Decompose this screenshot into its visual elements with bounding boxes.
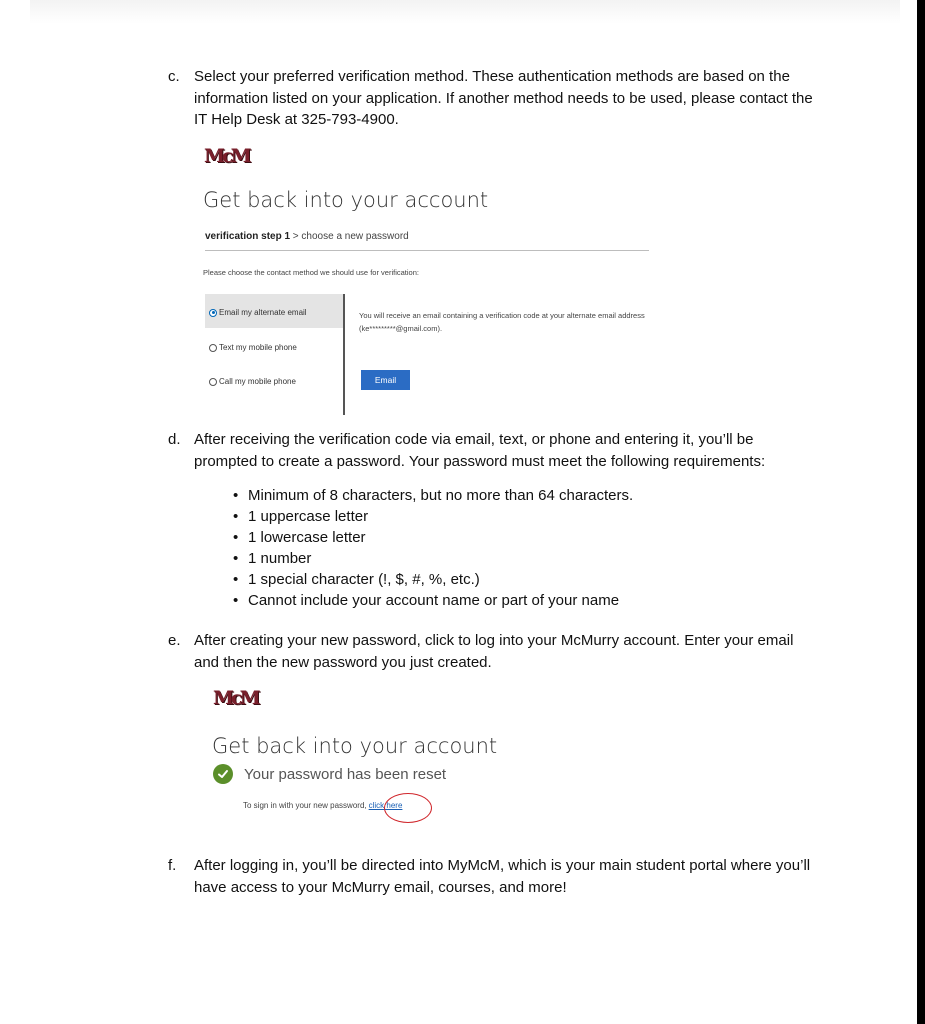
list-item: • Cannot include your account name or part of your name	[233, 590, 633, 611]
list-item: • 1 uppercase letter	[233, 506, 633, 527]
mcm-logo: McM	[204, 145, 249, 167]
step-c	[168, 66, 818, 131]
breadcrumb-divider	[205, 250, 649, 251]
mcm-logo: McM	[213, 687, 258, 709]
list-item: • 1 special character (!, $, #, %, etc.)	[233, 569, 633, 590]
option-label: Email my alternate email	[219, 308, 307, 317]
step-d-letter: d.	[168, 431, 181, 448]
step-e-letter: e.	[168, 632, 181, 649]
option-email-alternate[interactable]	[209, 308, 307, 317]
radio-icon[interactable]	[209, 378, 217, 386]
step-f-text: After logging in, you’ll be directed into MyMcM, which is your main student portal where you’ll have access to your McMurry email, courses, and more!	[194, 857, 811, 896]
click-here-link[interactable]: click here	[368, 801, 403, 810]
signin-text: To sign in with your new password,	[243, 801, 367, 810]
step-e-text: After creating your new password, click to log into your McMurry account. Enter your email and then the new password you just created.	[194, 632, 794, 671]
options-divider	[343, 294, 345, 415]
reset-message: Your password has been reset	[244, 765, 447, 783]
breadcrumb	[205, 231, 409, 242]
page-top-shade	[30, 0, 900, 24]
step-e	[168, 630, 818, 673]
list-item: • 1 lowercase letter	[233, 527, 633, 548]
breadcrumb-step: verification step 1	[205, 231, 291, 242]
option-label: Text my mobile phone	[219, 343, 297, 352]
step-c-text: Select your preferred verification method. These authentication methods are based on the information listed on your application. If another method needs to be used, please contact the IT Help Desk at 325-793-4900.	[194, 68, 813, 128]
signin-instruction	[243, 801, 402, 810]
step-c-letter: c.	[168, 68, 180, 85]
step-d-text: After receiving the verification code via email, text, or phone and entering it, you’ll be prompted to create a password. Your password must meet the following requirements:	[194, 431, 766, 470]
list-item: • 1 number	[233, 548, 633, 569]
email-info-text: You will receive an email containing a verification code at your alternate email address (ke*********@gmail.com).	[359, 311, 645, 333]
radio-icon[interactable]	[209, 344, 217, 352]
option-text-mobile[interactable]	[209, 343, 297, 352]
breadcrumb-rest: > choose a new password	[290, 231, 409, 242]
reset-confirmation	[213, 764, 446, 784]
option-label: Call my mobile phone	[219, 377, 296, 386]
radio-selected-icon[interactable]	[209, 309, 217, 317]
step-d	[168, 429, 818, 472]
option-call-mobile[interactable]	[209, 377, 296, 386]
verification-prompt: Please choose the contact method we should use for verification:	[203, 268, 419, 277]
list-item: • Minimum of 8 characters, but no more than 64 characters.	[233, 485, 633, 506]
password-requirements	[233, 485, 633, 611]
step-f	[168, 855, 818, 898]
screenshot1-title: Get back into your account	[203, 188, 489, 212]
screenshot2-title: Get back into your account	[212, 734, 498, 758]
email-button[interactable]: Email	[361, 370, 410, 390]
check-circle-icon	[213, 764, 233, 784]
step-f-letter: f.	[168, 857, 177, 874]
